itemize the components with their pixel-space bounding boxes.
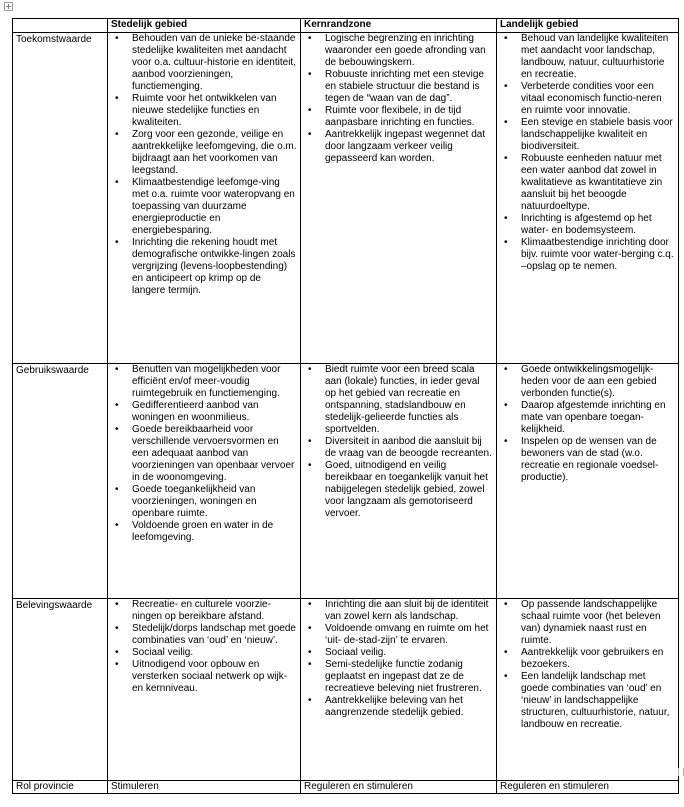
bullet-item: • Diversiteit in aanbod die aansluit bij de vraag van de beoogde recreanten. — [325, 436, 493, 460]
header-kernrandzone: Kernrandzone — [301, 19, 497, 33]
bullet-item: • Uitnodigend voor opbouw en versterken sociaal netwerk op wijk- en kernniveau. — [132, 659, 297, 695]
bullet-item: • Voldoende groen en water in de leefomgeving. — [132, 520, 297, 544]
cell-landelijk — [497, 599, 679, 781]
cell-stedelijk — [108, 364, 301, 599]
cell-kernrandzone: Reguleren en stimuleren — [301, 781, 497, 794]
header-empty-cell — [13, 19, 108, 33]
row-belevingswaarde — [13, 599, 679, 781]
row-label: Rol provincie — [13, 781, 108, 794]
values-table — [12, 18, 679, 794]
bullet-item: • Behoud van landelijke kwaliteiten met aandacht voor landschap, landbouw, natuur, cultuurhistorie en recreatie. — [521, 33, 675, 81]
row-toekomstwaarde — [13, 33, 679, 364]
bullet-item: • Robuuste inrichting met een stevige en stabiele structuur die bestand is tegen de “waan van de dag”. — [325, 69, 493, 105]
bullet-item: • Behouden van de unieke be-staande stedelijke kwaliteiten met aandacht voor o.a. cultuur-historie en identiteit, aanbod voorzieningen, functiemenging. — [132, 33, 297, 93]
bullet-item: • Voldoende omvang en ruimte om het ‘uit- de-stad-zijn’ te ervaren. — [325, 623, 493, 647]
bullet-list — [304, 599, 493, 719]
bullet-item: • Robuuste eenheden natuur met een water aanbod dat zowel in kwalitatieve as kwantitatieve zin aansluit bij het beoogde natuurdoeltype. — [521, 153, 675, 213]
bullet-item: • Gedifferentieerd aanbod van woningen en woonmilieus. — [132, 400, 297, 424]
end-of-row-mark — [678, 768, 684, 776]
cell-kernrandzone — [301, 599, 497, 781]
bullet-item: • Goede toegankelijkheid van voorzieningen, woningen en openbare ruimte. — [132, 484, 297, 520]
bullet-item: • Inspelen op de wensen van de bewoners van de stad (w.o. recreatie en regionale voedsel-productie). — [521, 436, 675, 484]
bullet-item: • Aantrekkelijk voor gebruikers en bezoekers. — [521, 647, 675, 671]
bullet-item: • Op passende landschappelijke schaal ruimte voor (het beleven van) dynamiek naast rust en ruimte. — [521, 599, 675, 647]
bullet-item: • Biedt ruimte voor een breed scala aan (lokale) functies, in ieder geval op het gebied van recreatie en ontspanning, stadslandbouw en stedelijk-gelieerde functies als sportvelden. — [325, 364, 493, 436]
bullet-item: • Sociaal veilig. — [132, 647, 297, 659]
bullet-list — [500, 364, 675, 484]
bullet-item: • Semi-stedelijke functie zodanig geplaatst en ingepast dat ze de recreatieve beleving niet frustreren. — [325, 659, 493, 695]
bullet-item: • Zorg voor een gezonde, veilige en aantrekkelijke leefomgeving, die o.m. bijdraagt aan het voorkomen van leegstand. — [132, 129, 297, 177]
header-row — [13, 19, 679, 33]
bullet-item: • Inrichting die aan sluit bij de identiteit van zowel kern als landschap. — [325, 599, 493, 623]
bullet-item: • Benutten van mogelijkheden voor efficiënt en/of meer-voudig ruimtegebruik en functiemenging. — [132, 364, 297, 400]
cell-landelijk — [497, 364, 679, 599]
header-stedelijk-gebied: Stedelijk gebied — [108, 19, 301, 33]
bullet-item: • Stedelijk/dorps landschap met goede combinaties van ‘oud’ en ‘nieuw’. — [132, 623, 297, 647]
bullet-list — [304, 364, 493, 520]
bullet-item: • Ruimte voor het ontwikkelen van nieuwe stedelijke functies en kwaliteiten. — [132, 93, 297, 129]
bullet-list — [111, 33, 297, 297]
cell-stedelijk — [108, 33, 301, 364]
bullet-list — [500, 599, 675, 731]
bullet-list — [111, 364, 297, 544]
bullet-item: • Goede bereikbaarheid voor verschillende vervoersvormen en een adequaat aanbod van voorzieningen van openbaar vervoer in de woonomgeving. — [132, 424, 297, 484]
bullet-item: • Ruimte voor flexibele, in de tijd aanpasbare inrichting en functies. — [325, 105, 493, 129]
bullet-item: • Inrichting die rekening houdt met demografische ontwikke-lingen zoals vergrijzing (levens-loopbestending) en anticipeert op krimp op de langere termijn. — [132, 237, 297, 297]
row-gebruikswaarde — [13, 364, 679, 599]
bullet-item: • Inrichting is afgestemd op het water- en bodemsysteem. — [521, 213, 675, 237]
header-landelijk-gebied: Landelijk gebied — [497, 19, 679, 33]
row-label: Gebruikswaarde — [13, 364, 108, 599]
bullet-list — [500, 33, 675, 273]
row-label: Toekomstwaarde — [13, 33, 108, 364]
cell-kernrandzone — [301, 33, 497, 364]
bullet-item: • Een landelijk landschap met goede combinaties van ‘oud’ en ‘nieuw’ in landschappelijke structuren, cultuurhistorie, natuur, landbouw en recreatie. — [521, 671, 675, 731]
bullet-item: • Daarop afgestemde inrichting en mate van openbare toegan-kelijkheid. — [521, 400, 675, 436]
bullet-item: • Verbeterde condities voor een vitaal economisch functio-neren en ruimte voor innovatie. — [521, 81, 675, 117]
bullet-item: • Logische begrenzing en inrichting waaronder een goede afronding van de bebouwingskern. — [325, 33, 493, 69]
bullet-item: • Aantrekkelijke beleving van het aangrenzende stedelijk gebied. — [325, 695, 493, 719]
row-label: Belevingswaarde — [13, 599, 108, 781]
bullet-item: • Klimaatbestendige leefomge-ving met o.a. ruimte voor wateropvang en toepassing van duurzame energieproductie en energiebesparing. — [132, 177, 297, 237]
bullet-item: • Goed, uitnodigend en veilig bereikbaar en toegankelijk vanuit het nabijgelegen stedelijk gebied, zowel voor langzaam als gemotoriseerd vervoer. — [325, 460, 493, 520]
bullet-item: • Klimaatbestendige inrichting door bijv. ruimte voor water-berging c.q. –opslag op te nemen. — [521, 237, 675, 273]
bullet-item: • Een stevige en stabiele basis voor landschappelijke kwaliteit en biodiversiteit. — [521, 117, 675, 153]
row-rol-provincie — [13, 781, 679, 794]
bullet-list — [304, 33, 493, 165]
bullet-item: • Recreatie- en culturele voorzie-ningen op bereikbare afstand. — [132, 599, 297, 623]
cell-landelijk — [497, 33, 679, 364]
bullet-item: • Sociaal veilig. — [325, 647, 493, 659]
cell-stedelijk: Stimuleren — [108, 781, 301, 794]
bullet-list — [111, 599, 297, 695]
table-move-handle-icon[interactable] — [4, 2, 13, 11]
bullet-item: • Goede ontwikkelingsmogelijk-heden voor de aan een gebied verbonden functie(s). — [521, 364, 675, 400]
bullet-item: • Aantrekkelijk ingepast wegennet dat door langzaam verkeer veilig gepasseerd kan worden. — [325, 129, 493, 165]
cell-stedelijk — [108, 599, 301, 781]
cell-kernrandzone — [301, 364, 497, 599]
cell-landelijk: Reguleren en stimuleren — [497, 781, 679, 794]
